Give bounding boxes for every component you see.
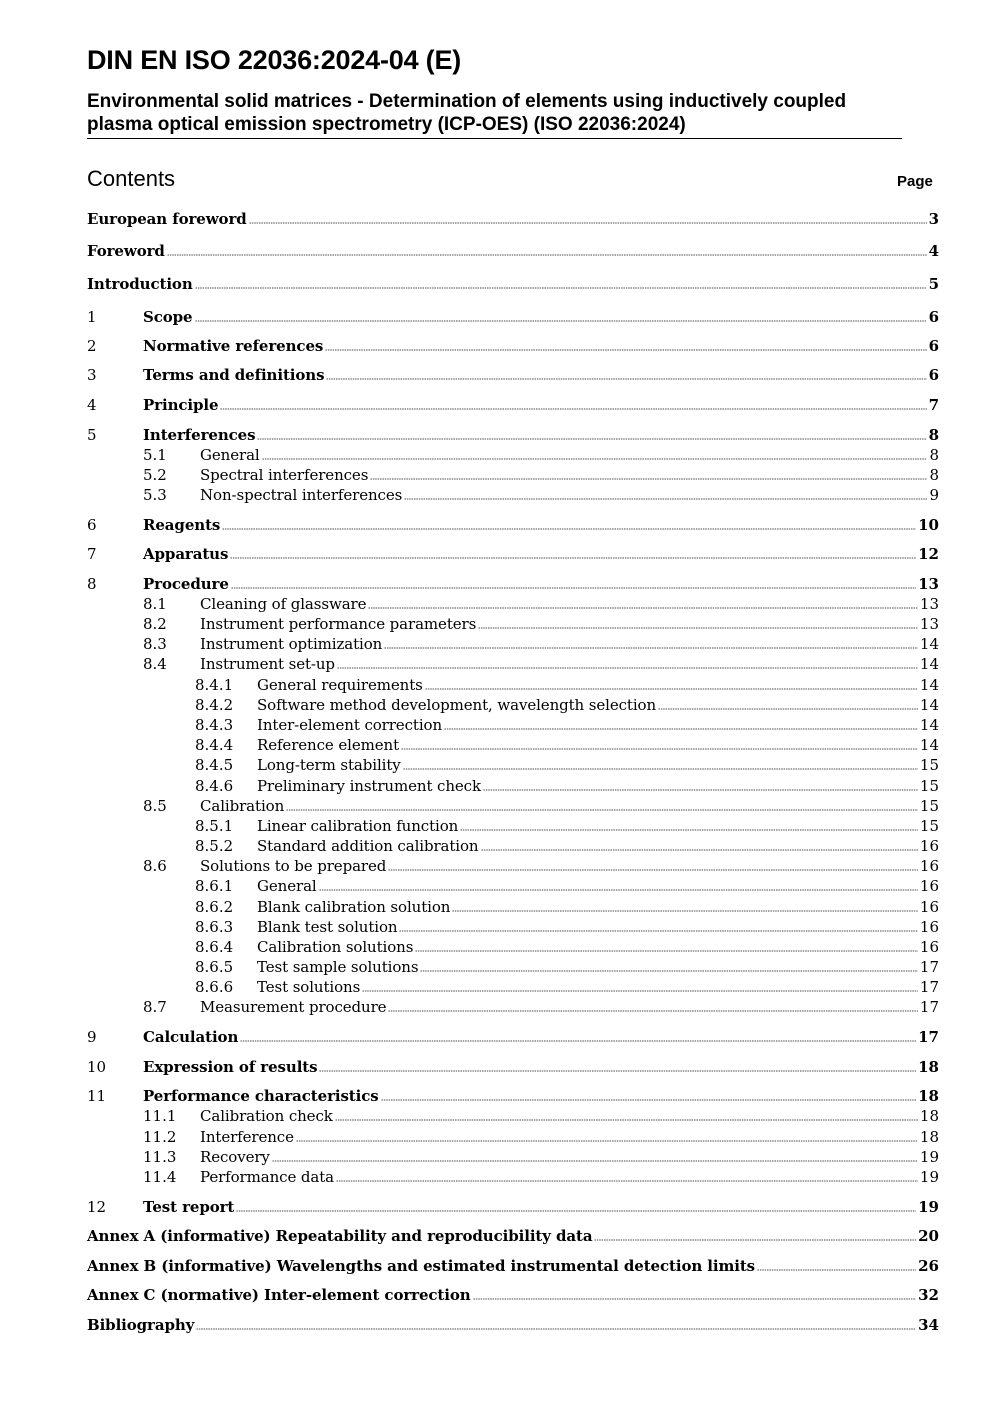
toc-entry-text: Software method development, wavelength selection: [257, 696, 657, 714]
toc-entry-text: Recovery: [200, 1148, 270, 1166]
toc-leader-dots: [425, 687, 918, 691]
toc-leader-dots: [240, 1039, 916, 1043]
toc-entry-8-6-1[interactable]: [87, 877, 939, 897]
toc-entry-page: 14: [919, 635, 939, 653]
toc-entry-number: 11.4: [143, 1168, 177, 1186]
toc-entry-number: 8.7: [143, 998, 167, 1016]
toc-entry-page: 13: [919, 595, 939, 613]
toc-leader-dots: [326, 377, 926, 381]
toc-leader-dots: [368, 606, 918, 610]
toc-leader-dots: [401, 747, 918, 751]
toc-entry-7[interactable]: [87, 545, 939, 565]
toc-entry-number: 8.3: [143, 635, 167, 653]
toc-entry-text: Long-term stability: [257, 756, 401, 774]
toc-entry-number: 8.6.1: [195, 877, 234, 895]
toc-entry-number: 10: [87, 1058, 107, 1076]
toc-entry-page: 12: [918, 545, 939, 563]
toc-entry-page: 8: [929, 446, 939, 464]
toc-leader-dots: [220, 407, 926, 411]
toc-entry-text: Calibration check: [200, 1107, 333, 1125]
toc-entry-number: 8.4.5: [195, 756, 234, 774]
toc-entry-8-6[interactable]: [87, 857, 939, 877]
toc-entry-8-7[interactable]: [87, 998, 939, 1018]
toc-leader-dots: [594, 1238, 916, 1242]
toc-leader-dots: [222, 527, 916, 531]
toc-entry-text: Expression of results: [143, 1058, 318, 1076]
toc-entry-8-6-4[interactable]: [87, 938, 939, 958]
toc-entry-12[interactable]: [87, 1198, 939, 1218]
toc-entry-8-4-6[interactable]: [87, 777, 939, 797]
toc-entry-number: 8.5: [143, 797, 167, 815]
contents-heading: Contents: [87, 166, 176, 191]
toc-leader-dots: [757, 1268, 916, 1272]
toc-entry-number: 8.4.3: [195, 716, 234, 734]
toc-entry-3[interactable]: [87, 366, 939, 386]
toc-entry-page: 19: [918, 1198, 939, 1216]
toc-entry-page: 6: [928, 337, 939, 355]
toc-entry-page: 3: [928, 210, 939, 228]
toc-entry-11-3[interactable]: [87, 1148, 939, 1168]
toc-entry-8-4-2[interactable]: [87, 696, 939, 716]
toc-entry-number: 8: [87, 575, 97, 593]
toc-entry-page: 15: [919, 817, 939, 835]
toc-entry-text: Standard addition calibration: [257, 837, 479, 855]
toc-entry-text: Non-spectral interferences: [200, 486, 403, 504]
toc-leader-dots: [399, 929, 917, 933]
toc-entry-introduction[interactable]: [87, 275, 939, 295]
toc-entry-number: 8.6.4: [195, 938, 234, 956]
toc-entry-4[interactable]: [87, 396, 939, 416]
toc-entry-text: Annex B (informative) Wavelengths and estimated instrumental detection limits: [87, 1257, 756, 1275]
toc-entry-number: 4: [87, 396, 97, 414]
toc-entry-page: 34: [918, 1316, 939, 1334]
document-title: DIN EN ISO 22036:2024-04 (E): [87, 45, 462, 75]
toc-entry-page: 17: [919, 958, 939, 976]
toc-entry-number: 6: [87, 516, 97, 534]
toc-entry-8-5[interactable]: [87, 797, 939, 817]
toc-entry-8-5-1[interactable]: [87, 817, 939, 837]
toc-entry-8-4-5[interactable]: [87, 756, 939, 776]
page-column-heading: Page: [897, 173, 933, 190]
toc-leader-dots: [478, 626, 918, 630]
toc-entry-5-1[interactable]: [87, 446, 939, 466]
toc-entry-text: European foreword: [87, 210, 247, 228]
toc-entry-8-6-5[interactable]: [87, 958, 939, 978]
toc-entry-page: 15: [919, 777, 939, 795]
toc-entry-text: Procedure: [143, 575, 229, 593]
toc-entry-text: Principle: [143, 396, 219, 414]
toc-entry-8-4-1[interactable]: [87, 676, 939, 696]
toc-entry-text: Preliminary instrument check: [257, 777, 481, 795]
toc-entry-text: Interferences: [143, 426, 256, 444]
toc-leader-dots: [452, 909, 918, 913]
toc-leader-dots: [319, 1069, 916, 1073]
toc-entry-number: 8.5.2: [195, 837, 234, 855]
toc-leader-dots: [483, 788, 918, 792]
toc-entry-number: 8.4.4: [195, 736, 234, 754]
toc-entry-text: Blank test solution: [257, 918, 398, 936]
toc-leader-dots: [325, 348, 926, 352]
toc-entry-text: Foreword: [87, 242, 165, 260]
toc-entry-page: 14: [919, 676, 939, 694]
toc-leader-dots: [195, 319, 927, 323]
toc-entry-8-6-3[interactable]: [87, 918, 939, 938]
toc-entry-8-3[interactable]: [87, 635, 939, 655]
toc-entry-text: Test solutions: [257, 978, 361, 996]
toc-entry-text: Calibration solutions: [257, 938, 414, 956]
toc-entry-number: 5.1: [143, 446, 167, 464]
toc-entry-11-4[interactable]: [87, 1168, 939, 1188]
toc-entry-8-5-2[interactable]: [87, 837, 939, 857]
toc-entry-number: 9: [87, 1028, 97, 1046]
toc-entry-number: 11: [87, 1087, 107, 1105]
toc-entry-page: 26: [918, 1257, 939, 1275]
toc-leader-dots: [388, 1009, 917, 1013]
toc-entry-text: General: [257, 877, 317, 895]
toc-entry-text: Performance data: [200, 1168, 335, 1186]
toc-entry-text: Reference element: [257, 736, 399, 754]
toc-entry-text: Introduction: [87, 275, 193, 293]
toc-entry-number: 12: [87, 1198, 107, 1216]
toc-entry-page: 9: [929, 486, 939, 504]
toc-entry-8-6-2[interactable]: [87, 898, 939, 918]
toc-entry-page: 18: [918, 1058, 939, 1076]
toc-entry-text: Test report: [143, 1198, 235, 1216]
toc-entry-number: 5.2: [143, 466, 167, 484]
toc-entry-6[interactable]: [87, 516, 939, 536]
toc-entry-number: 8.6.2: [195, 898, 234, 916]
toc-entry-number: 8.4.6: [195, 777, 234, 795]
toc-entry-text: Test sample solutions: [257, 958, 419, 976]
toc-entry-11[interactable]: [87, 1087, 939, 1107]
toc-leader-dots: [460, 828, 918, 832]
toc-entry-number: 1: [87, 308, 97, 326]
toc-entry-text: Calibration: [200, 797, 285, 815]
toc-entry-number: 8.4.1: [195, 676, 234, 694]
toc-entry-5-3[interactable]: [87, 486, 939, 506]
toc-entry-text: Spectral interferences: [200, 466, 369, 484]
toc-leader-dots: [272, 1159, 918, 1163]
toc-entry-annex-c[interactable]: [87, 1286, 939, 1306]
toc-leader-dots: [236, 1209, 916, 1213]
toc-entry-8-4-4[interactable]: [87, 736, 939, 756]
toc-entry-page: 32: [918, 1286, 939, 1304]
toc-entry-text: Calculation: [143, 1028, 239, 1046]
toc-entry-page: 10: [918, 516, 939, 534]
toc-entry-2[interactable]: [87, 337, 939, 357]
toc-entry-number: 11.2: [143, 1128, 177, 1146]
toc-entry-5-2[interactable]: [87, 466, 939, 486]
toc-leader-dots: [262, 457, 928, 461]
toc-entry-page: 6: [928, 308, 939, 326]
toc-entry-annex-b[interactable]: [87, 1257, 939, 1277]
toc-leader-dots: [388, 868, 918, 872]
toc-leader-dots: [257, 437, 926, 441]
toc-entry-foreword[interactable]: [87, 242, 939, 262]
toc-entry-page: 17: [919, 978, 939, 996]
toc-entry-number: 8.1: [143, 595, 167, 613]
toc-entry-page: 15: [919, 756, 939, 774]
toc-entry-annex-a[interactable]: [87, 1227, 939, 1247]
toc-leader-dots: [337, 666, 918, 670]
toc-entry-text: Performance characteristics: [143, 1087, 379, 1105]
toc-entry-page: 17: [918, 1028, 939, 1046]
toc-entry-number: 8.4: [143, 655, 167, 673]
toc-leader-dots: [249, 221, 927, 225]
toc-entry-8[interactable]: [87, 575, 939, 595]
toc-entry-number: 11.1: [143, 1107, 177, 1125]
toc-leader-dots: [370, 477, 927, 481]
toc-entry-page: 7: [928, 396, 939, 414]
toc-leader-dots: [231, 586, 916, 590]
toc-entry-page: 16: [919, 857, 939, 875]
toc-entry-text: Interference: [200, 1128, 294, 1146]
toc-leader-dots: [481, 848, 918, 852]
toc-leader-dots: [420, 969, 917, 973]
toc-entry-text: Annex A (informative) Repeatability and reproducibility data: [87, 1227, 593, 1245]
document-subtitle: [87, 90, 902, 139]
toc-entry-page: 18: [919, 1107, 939, 1125]
toc-entry-page: 5: [928, 275, 939, 293]
toc-entry-page: 19: [919, 1168, 939, 1186]
toc-entry-5[interactable]: [87, 426, 939, 446]
toc-leader-dots: [381, 1098, 917, 1102]
toc-leader-dots: [415, 949, 918, 953]
toc-entry-number: 8.6.6: [195, 978, 234, 996]
toc-entry-text: General: [200, 446, 260, 464]
toc-entry-bibliography[interactable]: [87, 1316, 939, 1336]
toc-entry-text: Instrument performance parameters: [200, 615, 477, 633]
toc-entry-page: 16: [919, 837, 939, 855]
toc-entry-number: 8.5.1: [195, 817, 234, 835]
toc-entry-page: 16: [919, 877, 939, 895]
toc-leader-dots: [362, 989, 918, 993]
toc-entry-number: 8.6.5: [195, 958, 234, 976]
toc-leader-dots: [403, 767, 918, 771]
toc-leader-dots: [230, 556, 916, 560]
toc-entry-number: 5.3: [143, 486, 167, 504]
toc-leader-dots: [296, 1139, 918, 1143]
toc-entry-text: Normative references: [143, 337, 324, 355]
toc-entry-text: Blank calibration solution: [257, 898, 451, 916]
toc-entry-number: 8.4.2: [195, 696, 234, 714]
toc-entry-text: Inter-element correction: [257, 716, 443, 734]
toc-entry-page: 18: [919, 1128, 939, 1146]
toc-leader-dots: [404, 497, 927, 501]
toc-entry-european-foreword[interactable]: [87, 210, 939, 230]
toc-entry-number: 3: [87, 366, 97, 384]
toc-entry-number: 5: [87, 426, 97, 444]
toc-entry-text: General requirements: [257, 676, 423, 694]
toc-leader-dots: [444, 727, 918, 731]
toc-entry-number: 2: [87, 337, 97, 355]
toc-entry-page: 20: [918, 1227, 939, 1245]
toc-entry-text: Apparatus: [143, 545, 229, 563]
toc-entry-page: 13: [919, 615, 939, 633]
toc-entry-number: 8.2: [143, 615, 167, 633]
toc-entry-text: Instrument set-up: [200, 655, 335, 673]
toc-entry-8-6-6[interactable]: [87, 978, 939, 998]
toc-leader-dots: [384, 646, 918, 650]
toc-entry-number: 11.3: [143, 1148, 177, 1166]
toc-entry-11-1[interactable]: [87, 1107, 939, 1127]
toc-entry-1[interactable]: [87, 308, 939, 328]
toc-leader-dots: [195, 286, 927, 290]
toc-entry-8-4[interactable]: [87, 655, 939, 675]
toc-leader-dots: [658, 707, 918, 711]
toc-entry-9[interactable]: [87, 1028, 939, 1048]
toc-entry-11-2[interactable]: [87, 1128, 939, 1148]
toc-entry-page: 18: [918, 1087, 939, 1105]
toc-entry-text: Scope: [143, 308, 193, 326]
toc-entry-page: 8: [928, 426, 939, 444]
toc-entry-page: 16: [919, 938, 939, 956]
toc-entry-text: Bibliography: [87, 1316, 195, 1334]
toc-entry-text: Cleaning of glassware: [200, 595, 367, 613]
toc-leader-dots: [167, 253, 927, 257]
toc-entry-8-2[interactable]: [87, 615, 939, 635]
toc-entry-page: 4: [928, 242, 939, 260]
toc-entry-8-4-3[interactable]: [87, 716, 939, 736]
toc-entry-10[interactable]: [87, 1058, 939, 1078]
toc-entry-number: 7: [87, 545, 97, 563]
toc-entry-text: Instrument optimization: [200, 635, 383, 653]
toc-entry-number: 8.6.3: [195, 918, 234, 936]
toc-entry-page: 6: [928, 366, 939, 384]
toc-entry-page: 14: [919, 655, 939, 673]
toc-entry-text: Solutions to be prepared: [200, 857, 387, 875]
toc-entry-8-1[interactable]: [87, 595, 939, 615]
document-subtitle-line-2: plasma optical emission spectrometry (ICP-OES) (ISO 22036:2024): [87, 114, 686, 135]
document-subtitle-line-1: Environmental solid matrices - Determination of elements using inductively coupled: [87, 91, 847, 112]
toc-leader-dots: [473, 1297, 917, 1301]
toc-entry-page: 8: [929, 466, 939, 484]
toc-entry-page: 13: [918, 575, 939, 593]
toc-entry-page: 17: [919, 998, 939, 1016]
toc-entry-text: Measurement procedure: [200, 998, 387, 1016]
toc-leader-dots: [335, 1118, 918, 1122]
toc-entry-page: 16: [919, 898, 939, 916]
toc-leader-dots: [286, 808, 918, 812]
toc-entry-page: 15: [919, 797, 939, 815]
toc-entry-page: 14: [919, 696, 939, 714]
toc-entry-number: 8.6: [143, 857, 167, 875]
toc-entry-page: 16: [919, 918, 939, 936]
toc-entry-page: 14: [919, 716, 939, 734]
toc-entry-text: Terms and definitions: [143, 366, 325, 384]
toc-leader-dots: [319, 888, 918, 892]
toc-entry-text: Annex C (normative) Inter-element correction: [87, 1286, 471, 1304]
toc-leader-dots: [196, 1327, 916, 1331]
toc-entry-page: 14: [919, 736, 939, 754]
toc-entry-page: 19: [919, 1148, 939, 1166]
toc-entry-text: Linear calibration function: [257, 817, 459, 835]
toc-leader-dots: [336, 1179, 918, 1183]
toc-entry-text: Reagents: [143, 516, 221, 534]
